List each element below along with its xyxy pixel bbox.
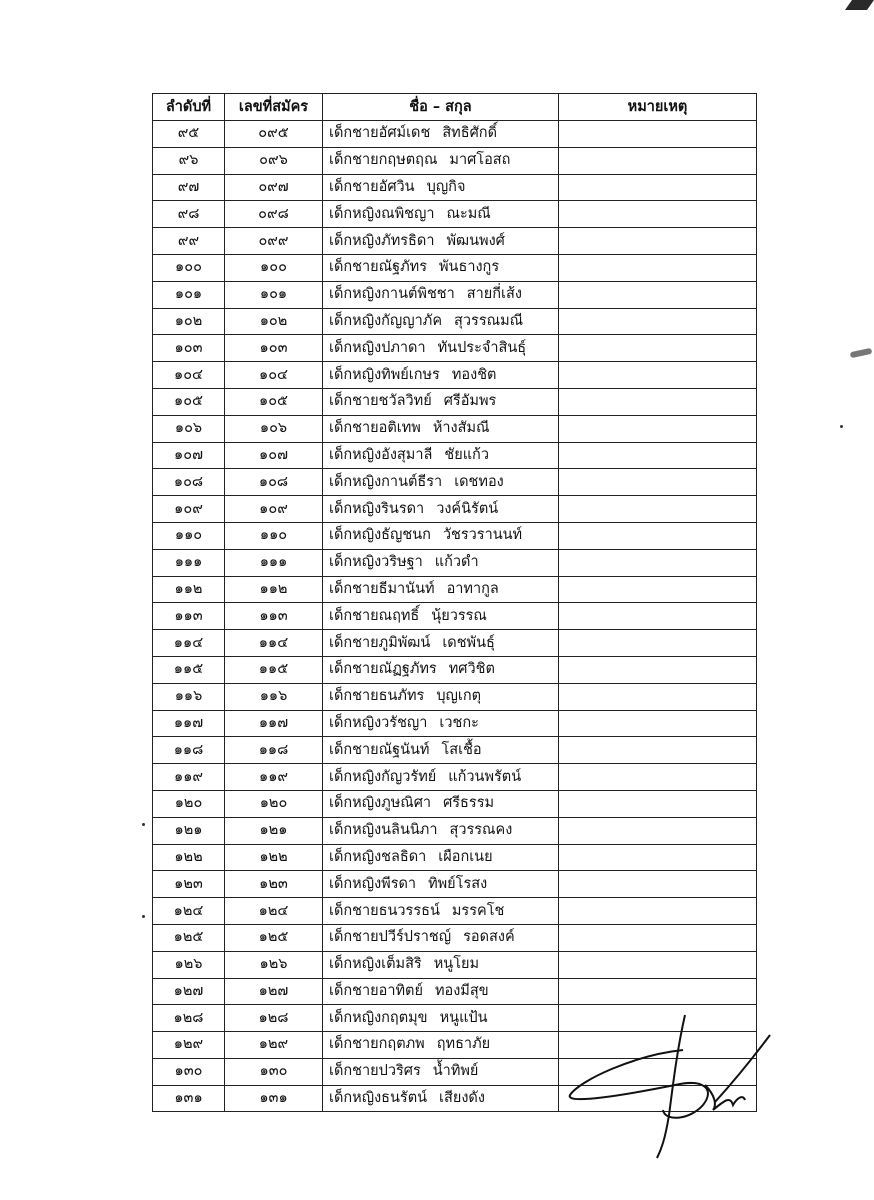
family-name: ทิพย์โรสง bbox=[428, 875, 488, 892]
cell-full-name bbox=[323, 254, 559, 281]
cell-remarks bbox=[559, 790, 757, 817]
family-name: ฤทธาภัย bbox=[436, 1036, 491, 1053]
cell-order: ๑๑๐ bbox=[153, 522, 225, 549]
cell-application-number: ๑๓๑ bbox=[225, 1085, 323, 1112]
cell-remarks bbox=[559, 388, 757, 415]
cell-remarks bbox=[559, 254, 757, 281]
table-row bbox=[153, 656, 757, 683]
cell-order: ๑๐๖ bbox=[153, 415, 225, 442]
cell-full-name bbox=[323, 281, 559, 308]
cell-full-name bbox=[323, 335, 559, 362]
family-name: วงค์นิรัตน์ bbox=[436, 500, 499, 517]
family-name: โสเชื้อ bbox=[441, 741, 482, 758]
roster-body bbox=[153, 121, 757, 1112]
given-name: เด็กชายณัฐนันท์ bbox=[329, 741, 430, 758]
cell-order: ๑๑๔ bbox=[153, 630, 225, 657]
cell-application-number: ๑๒๗ bbox=[225, 978, 323, 1005]
cell-full-name bbox=[323, 1058, 559, 1085]
cell-full-name bbox=[323, 603, 559, 630]
given-name: เด็กหญิงชลธิดา bbox=[329, 848, 427, 865]
cell-order: ๑๑๙ bbox=[153, 764, 225, 791]
table-row bbox=[153, 603, 757, 630]
cell-remarks bbox=[559, 924, 757, 951]
scan-speck bbox=[142, 823, 145, 826]
cell-full-name bbox=[323, 951, 559, 978]
family-name: ทองมีสุข bbox=[434, 982, 489, 999]
family-name: หนูโยม bbox=[433, 956, 480, 973]
cell-application-number: ๑๐๕ bbox=[225, 388, 323, 415]
cell-remarks bbox=[559, 951, 757, 978]
given-name: เด็กหญิงกัญวรัทย์ bbox=[329, 768, 437, 785]
cell-full-name bbox=[323, 790, 559, 817]
cell-remarks bbox=[559, 228, 757, 255]
scan-smudge bbox=[850, 348, 873, 358]
cell-order: ๑๐๑ bbox=[153, 281, 225, 308]
cell-order: ๙๘ bbox=[153, 201, 225, 228]
cell-full-name bbox=[323, 871, 559, 898]
cell-full-name bbox=[323, 764, 559, 791]
table-row bbox=[153, 388, 757, 415]
given-name: เด็กชายณัฏฐภัทร bbox=[329, 661, 437, 678]
family-name: เดชทอง bbox=[454, 473, 504, 490]
cell-order: ๑๒๕ bbox=[153, 924, 225, 951]
cell-full-name bbox=[323, 817, 559, 844]
cell-order: ๑๐๙ bbox=[153, 496, 225, 523]
family-name: บุญกิจ bbox=[426, 178, 466, 195]
cell-application-number: ๑๒๘ bbox=[225, 1005, 323, 1032]
header-order: ลำดับที่ bbox=[153, 94, 225, 121]
cell-application-number: ๑๐๔ bbox=[225, 362, 323, 389]
cell-order: ๑๒๐ bbox=[153, 790, 225, 817]
cell-full-name bbox=[323, 898, 559, 925]
cell-remarks bbox=[559, 308, 757, 335]
cell-application-number: ๐๙๗ bbox=[225, 174, 323, 201]
cell-application-number: ๐๙๕ bbox=[225, 121, 323, 148]
given-name: เด็กหญิงกานต์ธีรา bbox=[329, 473, 443, 490]
cell-application-number: ๑๒๓ bbox=[225, 871, 323, 898]
given-name: เด็กหญิงพีรดา bbox=[329, 875, 417, 892]
family-name: แก้วนพรัตน์ bbox=[448, 768, 522, 785]
family-name: วัชรวรานนท์ bbox=[442, 527, 523, 544]
cell-remarks bbox=[559, 978, 757, 1005]
cell-order: ๑๑๒ bbox=[153, 576, 225, 603]
table-row bbox=[153, 898, 757, 925]
cell-order: ๑๒๒ bbox=[153, 844, 225, 871]
cell-order: ๑๒๘ bbox=[153, 1005, 225, 1032]
table-row bbox=[153, 549, 757, 576]
cell-application-number: ๑๒๖ bbox=[225, 951, 323, 978]
given-name: เด็กชายณฤทธิ์ bbox=[329, 607, 420, 624]
cell-application-number: ๑๑๔ bbox=[225, 630, 323, 657]
cell-remarks bbox=[559, 898, 757, 925]
cell-full-name bbox=[323, 1032, 559, 1059]
cell-remarks bbox=[559, 362, 757, 389]
cell-full-name bbox=[323, 174, 559, 201]
cell-application-number: ๑๒๑ bbox=[225, 817, 323, 844]
table-row bbox=[153, 978, 757, 1005]
table-row bbox=[153, 630, 757, 657]
cell-order: ๑๑๖ bbox=[153, 683, 225, 710]
given-name: เด็กหญิงธนรัตน์ bbox=[329, 1090, 428, 1107]
family-name: นุ้ยวรรณ bbox=[431, 607, 487, 624]
family-name: อาทากูล bbox=[446, 580, 499, 597]
family-name: พัฒนพงศ์ bbox=[446, 232, 505, 249]
cell-application-number: ๑๐๒ bbox=[225, 308, 323, 335]
table-row bbox=[153, 710, 757, 737]
family-name: สุวรรณคง bbox=[449, 822, 513, 839]
family-name: ศรีธรรม bbox=[443, 795, 495, 812]
family-name: ทองชิต bbox=[451, 366, 497, 383]
table-row bbox=[153, 174, 757, 201]
cell-order: ๑๐๓ bbox=[153, 335, 225, 362]
given-name: เด็กหญิงรินรดา bbox=[329, 500, 425, 517]
table-row bbox=[153, 817, 757, 844]
table-row bbox=[153, 844, 757, 871]
cell-remarks bbox=[559, 174, 757, 201]
cell-application-number: ๑๑๒ bbox=[225, 576, 323, 603]
cell-application-number: ๑๑๘ bbox=[225, 737, 323, 764]
cell-order: ๑๑๕ bbox=[153, 656, 225, 683]
cell-full-name bbox=[323, 1085, 559, 1112]
family-name: มาศโอสถ bbox=[449, 152, 511, 169]
given-name: เด็กหญิงทิพย์เกษร bbox=[329, 366, 440, 383]
given-name: เด็กชายธนภัทร bbox=[329, 688, 425, 705]
given-name: เด็กหญิงนลินนิภา bbox=[329, 822, 438, 839]
family-name: รอดสงค์ bbox=[463, 929, 515, 946]
cell-full-name bbox=[323, 737, 559, 764]
family-name: มรรคโช bbox=[451, 902, 505, 919]
cell-full-name bbox=[323, 442, 559, 469]
cell-full-name bbox=[323, 630, 559, 657]
scan-speck bbox=[142, 915, 145, 918]
header-application-number: เลขที่สมัคร bbox=[225, 94, 323, 121]
given-name: เด็กหญิงวรัชญา bbox=[329, 714, 428, 731]
cell-application-number: ๑๑๑ bbox=[225, 549, 323, 576]
cell-order: ๑๑๘ bbox=[153, 737, 225, 764]
header-full-name: ชื่อ – สกุล bbox=[323, 94, 559, 121]
family-name: ห้างสัมณี bbox=[432, 420, 490, 437]
scan-corner-mark bbox=[845, 0, 874, 10]
cell-remarks bbox=[559, 871, 757, 898]
table-row bbox=[153, 281, 757, 308]
family-name: สุวรรณมณี bbox=[454, 312, 524, 329]
cell-remarks bbox=[559, 737, 757, 764]
cell-remarks bbox=[559, 415, 757, 442]
cell-order: ๑๒๖ bbox=[153, 951, 225, 978]
table-row bbox=[153, 254, 757, 281]
family-name: เวชกะ bbox=[439, 714, 479, 731]
cell-application-number: ๑๑๖ bbox=[225, 683, 323, 710]
cell-remarks bbox=[559, 844, 757, 871]
given-name: เด็กชายปวริศร bbox=[329, 1063, 421, 1080]
cell-full-name bbox=[323, 576, 559, 603]
table-row bbox=[153, 764, 757, 791]
cell-remarks bbox=[559, 764, 757, 791]
family-name: เผือกเนย bbox=[438, 848, 493, 865]
table-row bbox=[153, 683, 757, 710]
cell-application-number: ๑๓๐ bbox=[225, 1058, 323, 1085]
cell-application-number: ๐๙๖ bbox=[225, 147, 323, 174]
cell-remarks bbox=[559, 549, 757, 576]
cell-application-number: ๐๙๘ bbox=[225, 201, 323, 228]
cell-full-name bbox=[323, 844, 559, 871]
cell-application-number: ๑๑๗ bbox=[225, 710, 323, 737]
table-row bbox=[153, 228, 757, 255]
given-name: เด็กหญิงกฤตมุข bbox=[329, 1009, 428, 1026]
cell-application-number: ๑๑๙ bbox=[225, 764, 323, 791]
table-row bbox=[153, 522, 757, 549]
family-name: ศรีอัมพร bbox=[443, 393, 497, 410]
cell-order: ๑๐๒ bbox=[153, 308, 225, 335]
cell-application-number: ๑๒๐ bbox=[225, 790, 323, 817]
scan-speck bbox=[840, 425, 843, 428]
cell-full-name bbox=[323, 656, 559, 683]
cell-full-name bbox=[323, 469, 559, 496]
given-name: เด็กชายภูมิพัฒน์ bbox=[329, 634, 431, 651]
given-name: เด็กหญิงณพิชญา bbox=[329, 205, 435, 222]
cell-remarks bbox=[559, 335, 757, 362]
family-name: เดชพันธุ์ bbox=[442, 634, 495, 651]
cell-application-number: ๑๒๔ bbox=[225, 898, 323, 925]
given-name: เด็กหญิงเต็มสิริ bbox=[329, 956, 422, 973]
signature-icon bbox=[565, 1010, 775, 1160]
cell-full-name bbox=[323, 121, 559, 148]
header-remarks: หมายเหตุ bbox=[559, 94, 757, 121]
cell-order: ๑๒๙ bbox=[153, 1032, 225, 1059]
cell-application-number: ๑๐๗ bbox=[225, 442, 323, 469]
table-row bbox=[153, 737, 757, 764]
given-name: เด็กชายณัฐภัทร bbox=[329, 259, 427, 276]
cell-full-name bbox=[323, 683, 559, 710]
cell-order: ๑๐๔ bbox=[153, 362, 225, 389]
cell-full-name bbox=[323, 388, 559, 415]
given-name: เด็กชายอัศม์เดช bbox=[329, 125, 431, 142]
cell-order: ๙๖ bbox=[153, 147, 225, 174]
given-name: เด็กหญิงกานต์พิชชา bbox=[329, 286, 455, 303]
cell-remarks bbox=[559, 576, 757, 603]
family-name: เสียงดัง bbox=[439, 1090, 485, 1107]
table-header-row bbox=[153, 94, 757, 121]
given-name: เด็กหญิงภูษณิศา bbox=[329, 795, 432, 812]
cell-remarks bbox=[559, 683, 757, 710]
table-row bbox=[153, 308, 757, 335]
cell-full-name bbox=[323, 147, 559, 174]
given-name: เด็กหญิงวริษฐา bbox=[329, 554, 423, 571]
cell-order: ๙๕ bbox=[153, 121, 225, 148]
cell-remarks bbox=[559, 147, 757, 174]
cell-remarks bbox=[559, 630, 757, 657]
cell-application-number: ๑๐๐ bbox=[225, 254, 323, 281]
family-name: ทันประจำสินธุ์ bbox=[437, 339, 527, 356]
cell-order: ๑๒๑ bbox=[153, 817, 225, 844]
given-name: เด็กหญิงอังสุมาลี bbox=[329, 446, 433, 463]
given-name: เด็กหญิงภัทรธิดา bbox=[329, 232, 435, 249]
cell-order: ๙๙ bbox=[153, 228, 225, 255]
given-name: เด็กหญิงปภาดา bbox=[329, 339, 426, 356]
table-row bbox=[153, 871, 757, 898]
cell-application-number: ๑๐๙ bbox=[225, 496, 323, 523]
table-row bbox=[153, 415, 757, 442]
cell-application-number: ๑๑๓ bbox=[225, 603, 323, 630]
given-name: เด็กชายกฤษตฤณ bbox=[329, 152, 438, 169]
given-name: เด็กหญิงกัญญาภัค bbox=[329, 312, 443, 329]
cell-remarks bbox=[559, 656, 757, 683]
cell-full-name bbox=[323, 549, 559, 576]
family-name: น้ำทิพย์ bbox=[432, 1063, 479, 1080]
cell-full-name bbox=[323, 496, 559, 523]
given-name: เด็กชายธนวรรธน์ bbox=[329, 902, 440, 919]
cell-remarks bbox=[559, 603, 757, 630]
cell-application-number: ๑๐๓ bbox=[225, 335, 323, 362]
table-row bbox=[153, 576, 757, 603]
cell-application-number: ๑๐๑ bbox=[225, 281, 323, 308]
cell-remarks bbox=[559, 281, 757, 308]
table-row bbox=[153, 924, 757, 951]
cell-remarks bbox=[559, 522, 757, 549]
table-row bbox=[153, 201, 757, 228]
given-name: เด็กชายชวัลวิทย์ bbox=[329, 393, 432, 410]
family-name: หนูแป้น bbox=[439, 1009, 488, 1026]
cell-application-number: ๑๑๐ bbox=[225, 522, 323, 549]
family-name: ชัยแก้ว bbox=[444, 446, 489, 463]
family-name: พันธางกูร bbox=[439, 259, 500, 276]
given-name: เด็กชายอาทิตย์ bbox=[329, 982, 423, 999]
family-name: สิทธิศักดิ์ bbox=[442, 125, 497, 142]
cell-full-name bbox=[323, 710, 559, 737]
cell-remarks bbox=[559, 469, 757, 496]
given-name: เด็กชายอติเทพ bbox=[329, 420, 421, 437]
cell-application-number: ๑๒๒ bbox=[225, 844, 323, 871]
table-row bbox=[153, 362, 757, 389]
cell-application-number: ๑๐๘ bbox=[225, 469, 323, 496]
cell-order: ๑๐๐ bbox=[153, 254, 225, 281]
cell-order: ๑๑๓ bbox=[153, 603, 225, 630]
roster-table bbox=[152, 93, 757, 1112]
cell-application-number: ๑๐๖ bbox=[225, 415, 323, 442]
cell-order: ๑๐๕ bbox=[153, 388, 225, 415]
table-row bbox=[153, 496, 757, 523]
table-row bbox=[153, 121, 757, 148]
cell-order: ๑๓๑ bbox=[153, 1085, 225, 1112]
given-name: เด็กชายอัศวิน bbox=[329, 178, 415, 195]
family-name: ทศวิชิต bbox=[448, 661, 495, 678]
family-name: บุญเกตุ bbox=[436, 688, 482, 705]
cell-full-name bbox=[323, 522, 559, 549]
given-name: เด็กชายปวีร์ปราชญ์ bbox=[329, 929, 452, 946]
cell-full-name bbox=[323, 924, 559, 951]
cell-application-number: ๑๑๕ bbox=[225, 656, 323, 683]
cell-order: ๑๒๗ bbox=[153, 978, 225, 1005]
cell-full-name bbox=[323, 1005, 559, 1032]
cell-remarks bbox=[559, 817, 757, 844]
cell-remarks bbox=[559, 201, 757, 228]
cell-remarks bbox=[559, 442, 757, 469]
table-row bbox=[153, 335, 757, 362]
cell-application-number: ๐๙๙ bbox=[225, 228, 323, 255]
cell-application-number: ๑๒๙ bbox=[225, 1032, 323, 1059]
cell-full-name bbox=[323, 201, 559, 228]
family-name: ณะมณี bbox=[446, 205, 491, 222]
table-row bbox=[153, 147, 757, 174]
cell-full-name bbox=[323, 362, 559, 389]
family-name: สายกี่เส้ง bbox=[466, 286, 522, 303]
table-row bbox=[153, 951, 757, 978]
cell-remarks bbox=[559, 710, 757, 737]
cell-remarks bbox=[559, 121, 757, 148]
cell-order: ๑๐๗ bbox=[153, 442, 225, 469]
cell-order: ๑๑๑ bbox=[153, 549, 225, 576]
cell-order: ๑๒๓ bbox=[153, 871, 225, 898]
cell-full-name bbox=[323, 308, 559, 335]
cell-order: ๙๗ bbox=[153, 174, 225, 201]
given-name: เด็กชายธีมานันท์ bbox=[329, 580, 435, 597]
cell-full-name bbox=[323, 415, 559, 442]
table-row bbox=[153, 790, 757, 817]
cell-application-number: ๑๒๕ bbox=[225, 924, 323, 951]
cell-full-name bbox=[323, 228, 559, 255]
cell-full-name bbox=[323, 978, 559, 1005]
cell-order: ๑๓๐ bbox=[153, 1058, 225, 1085]
cell-order: ๑๑๗ bbox=[153, 710, 225, 737]
cell-order: ๑๒๔ bbox=[153, 898, 225, 925]
family-name: แก้วดำ bbox=[434, 554, 479, 571]
table-row bbox=[153, 442, 757, 469]
given-name: เด็กชายกฤตภพ bbox=[329, 1036, 425, 1053]
cell-order: ๑๐๘ bbox=[153, 469, 225, 496]
cell-remarks bbox=[559, 496, 757, 523]
table-row bbox=[153, 469, 757, 496]
given-name: เด็กหญิงธัญชนก bbox=[329, 527, 431, 544]
